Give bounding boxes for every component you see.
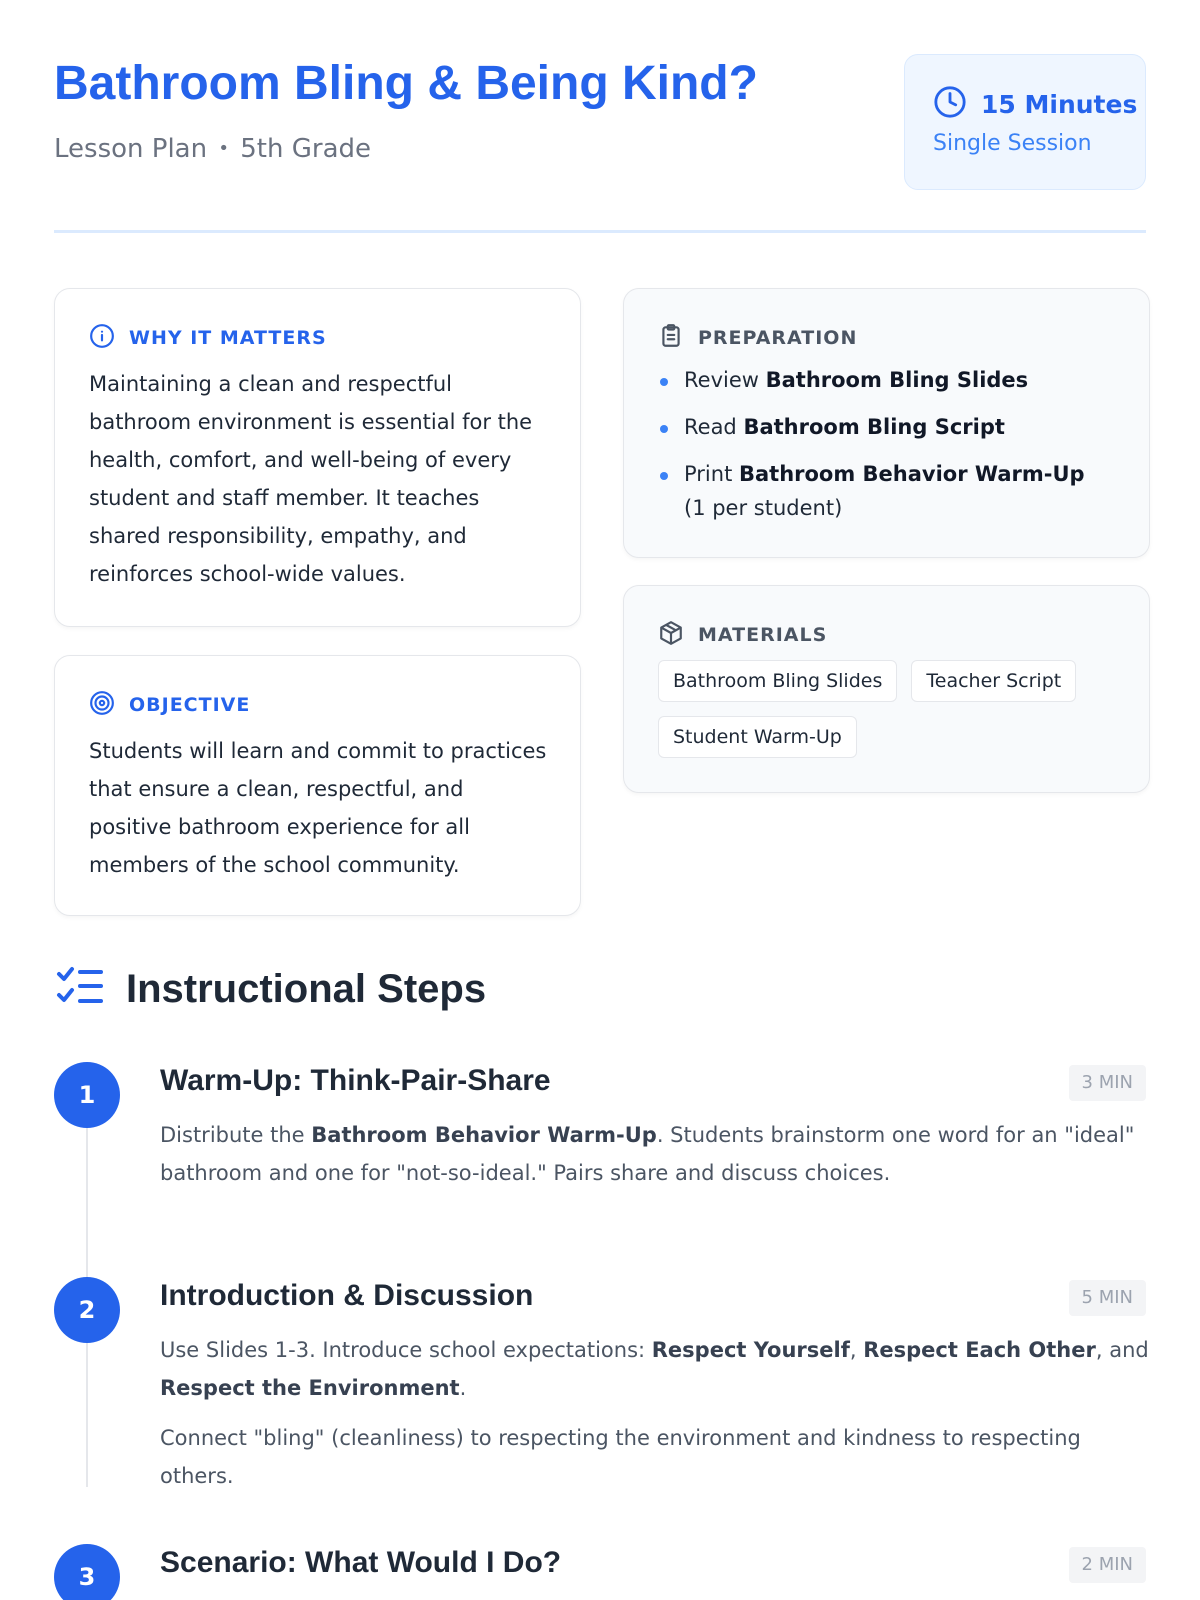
step-title: Warm-Up: Think-Pair-Share xyxy=(160,1064,551,1097)
materials-tags xyxy=(658,660,1108,758)
step-1 xyxy=(54,1062,1146,1222)
step-time-badge: 2 MIN xyxy=(1069,1547,1146,1583)
material-tag: Teacher Script xyxy=(911,660,1076,702)
info-icon xyxy=(89,323,115,353)
material-tag: Bathroom Bling Slides xyxy=(658,660,897,702)
page-title: Bathroom Bling & Being Kind? xyxy=(54,57,758,110)
step-time-badge: 5 MIN xyxy=(1069,1280,1146,1316)
bullet xyxy=(660,425,668,433)
lesson-header xyxy=(54,54,1146,234)
list-item: Review Bathroom Bling Slides xyxy=(658,363,1108,397)
step-connector xyxy=(86,1128,88,1282)
steps-title: Instructional Steps xyxy=(126,966,487,1011)
header-divider xyxy=(54,230,1146,233)
step-number: 2 xyxy=(54,1277,120,1343)
material-tag: Student Warm-Up xyxy=(658,716,857,758)
subtitle-separator: • xyxy=(218,138,229,159)
materials-card xyxy=(623,585,1150,793)
list-item: Read Bathroom Bling Script xyxy=(658,410,1108,444)
preparation-list xyxy=(658,363,1108,538)
why-it-matters-text: Maintaining a clean and respectful bathroom environment is essential for the health, comfort, and well-being of every student and staff member. It teaches shared responsibility, empathy, and reinforces school-wide values. xyxy=(89,372,533,586)
objective-card xyxy=(54,655,581,916)
objective-text: Students will learn and commit to practices that ensure a clean, respectful, and positive bathroom experience for all members of the school community. xyxy=(89,739,547,877)
target-icon xyxy=(89,690,115,720)
bullet xyxy=(660,378,668,386)
why-it-matters-label: WHY IT MATTERS xyxy=(129,327,327,349)
step-time-badge: 3 MIN xyxy=(1069,1065,1146,1101)
duration-value: 15 Minutes xyxy=(981,89,1138,119)
step-2 xyxy=(54,1277,1149,1497)
subtitle-type: Lesson Plan xyxy=(54,134,208,164)
clock-icon xyxy=(933,85,967,123)
bullet xyxy=(660,472,668,480)
subtitle-grade: 5th Grade xyxy=(240,134,371,164)
preparation-card xyxy=(623,288,1150,558)
step-number: 1 xyxy=(54,1062,120,1128)
step-connector xyxy=(86,1343,88,1487)
objective-label: OBJECTIVE xyxy=(129,694,251,716)
box-icon xyxy=(658,620,684,650)
list-item: Print Bathroom Behavior Warm-Up (1 per student) xyxy=(658,457,1108,525)
page-subtitle xyxy=(54,134,371,164)
step-description: Distribute the Bathroom Behavior Warm-Up. Students brainstorm one word for an "ideal" bathroom and one for "not-so-ideal." Pairs share and discuss choices. xyxy=(160,1123,1135,1185)
step-title: Introduction & Discussion xyxy=(160,1279,534,1312)
step-title: Scenario: What Would I Do? xyxy=(160,1546,562,1579)
checklist-icon xyxy=(56,965,104,1013)
preparation-label: PREPARATION xyxy=(698,327,858,349)
step-number: 3 xyxy=(54,1544,120,1600)
why-it-matters-card xyxy=(54,288,581,627)
materials-label: MATERIALS xyxy=(698,624,828,646)
duration-label: Single Session xyxy=(933,131,1092,156)
step-description: Use Slides 1-3. Introduce school expectations: Respect Yourself, Respect Each Other, and Respect the Environment. Connect "bling" (cleanliness) to respecting the environment and kindness to respecting others. xyxy=(160,1338,1149,1488)
step-3 xyxy=(54,1544,1146,1600)
duration-card xyxy=(904,54,1146,190)
clipboard-icon xyxy=(658,323,684,353)
steps-heading xyxy=(56,965,486,1013)
